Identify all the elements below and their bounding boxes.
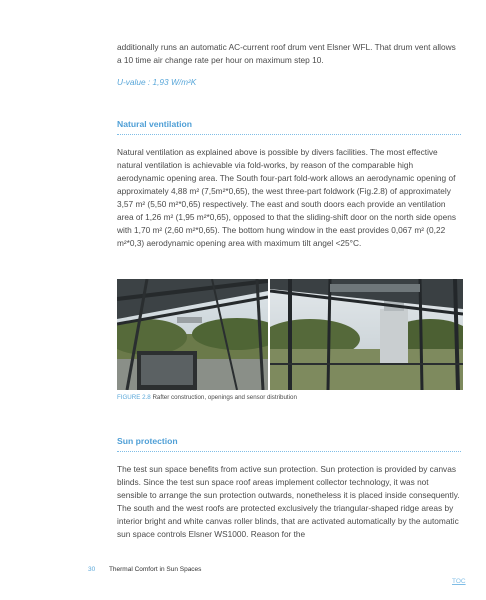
figure-caption <box>117 394 297 401</box>
sun-protection-heading: Sun protection <box>117 436 178 446</box>
natural-ventilation-section <box>117 119 461 250</box>
figure-label: FIGURE 2.8 <box>117 394 151 401</box>
intro-paragraph: additionally runs an automatic AC-current roof drum vent Elsner WFL. That drum vent allows a 10 time air change rate per hour on maximum step 10. <box>117 42 456 65</box>
sun-protection-section <box>117 436 461 541</box>
figure-caption-text: Rafter construction, openings and sensor distribution <box>152 394 297 401</box>
page-footer <box>88 566 201 573</box>
page-number: 30 <box>88 566 96 573</box>
section-divider <box>117 451 461 452</box>
sun-protection-body: The test sun space benefits from active sun protection. Sun protection is provided by canvas blinds. Since the test sun space roof areas implement collector technology, it was not sensible to arrange the sun protection outwards, nonetheless it is placed inside consequently. The south and the west roofs are protected exclusively the triangular-shaped ridge areas by interior bright and white canvas roller blinds, that are activated automatically by the automatic sun space controls Elsner WS1000. Reason for the <box>117 464 460 539</box>
section-divider <box>117 134 461 135</box>
toc-link[interactable]: TOC <box>452 578 466 585</box>
rafter-photo-right <box>270 279 463 390</box>
intro-block <box>117 41 461 87</box>
rafter-photo-left <box>117 279 268 390</box>
u-value: U-value : 1,93 W/m²K <box>117 77 197 87</box>
document-title: Thermal Comfort in Sun Spaces <box>108 566 202 573</box>
figure-photos <box>117 279 463 390</box>
natural-ventilation-heading: Natural ventilation <box>117 119 192 129</box>
natural-ventilation-body: Natural ventilation as explained above is possible by divers facilities. The most effective natural ventilation is achievable via fold-works, by reason of the comparable high aerodynamic opening area. The South four-part fold-work allows an aerodynamic opening of approximately 4,88 m² (7,5m²*0,65), the west three-part foldwork (Fig.2.8) of approximately 3,57 m² (5,50 m²*0,65) respectively. The east and south doors each provide an ventilation area of 1,26 m² (1,95 m²*0,65), opposed to that the sliding-shift door on the north side opens with 1,70 m² (2,60 m²*0,65). The bottom hung window in the east provides 0,067 m² (0,22 m²*0,3) aerodynamic opening area with maximum tilt angel <25°C. <box>117 147 456 248</box>
